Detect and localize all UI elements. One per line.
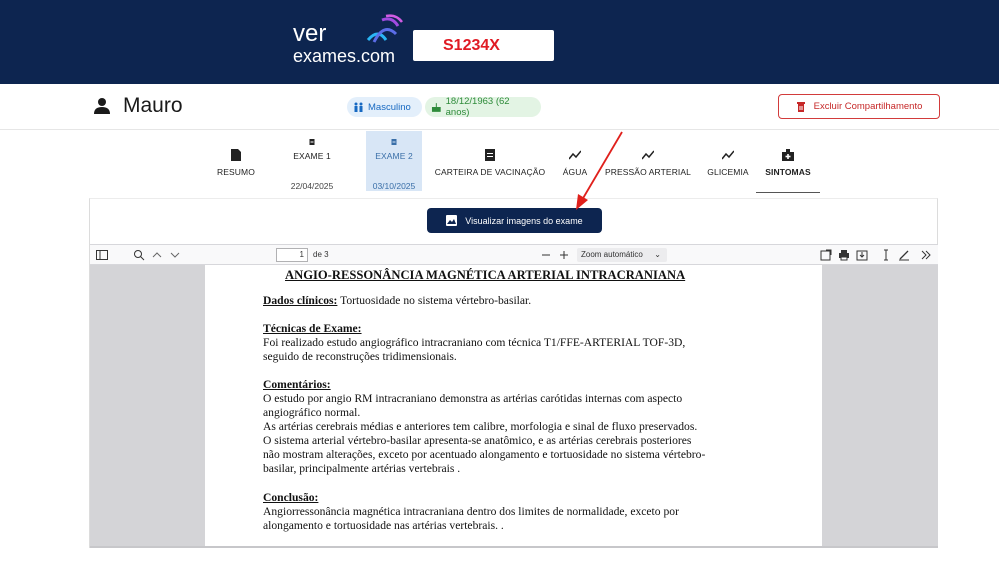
birthdate-badge [425, 97, 541, 117]
comments-line-5: não mostram alterações, exceto por acentuado alongamento e tortuosidade no sistema vértebro- [263, 448, 706, 461]
delete-share-button[interactable] [778, 94, 940, 119]
zoom-in-icon[interactable] [558, 249, 570, 261]
document-icon [230, 149, 242, 161]
page-number-input[interactable]: 1 [276, 248, 308, 262]
comments-line-2: angiográfico normal. [263, 406, 361, 419]
birthdate-text: 18/12/1963 (62 anos) [445, 96, 510, 118]
conclusion-label: Conclusão: [263, 491, 319, 504]
conclusion-line-2: alongamento e tortuosidade nas artérias vertebrais. . [263, 519, 504, 532]
tab-agua-label: ÁGUA [562, 167, 588, 177]
trash-icon [796, 101, 806, 112]
gender-icon [353, 102, 364, 113]
tab-exame-1[interactable] [284, 131, 340, 191]
gender-badge [347, 97, 422, 117]
tab-exame-2-label: EXAME 2 [375, 151, 413, 161]
clinical-data [263, 294, 743, 308]
tab-exame-2-date: 03/10/2025 [372, 181, 416, 191]
tab-exame-2[interactable] [366, 131, 422, 191]
chevron-down-icon: ⌄ [654, 250, 661, 259]
comments-line-3: As artérias cerebrais médias e anteriores tem calibre, morfologia e sinal de fluxo preservados. [263, 420, 698, 433]
trend-icon [642, 149, 654, 161]
chevron-down-icon[interactable] [169, 249, 181, 261]
logo-waves-icon [364, 12, 404, 52]
clinical-label: Dados clínicos: [263, 294, 338, 307]
viewer-bottom-edge [90, 546, 938, 548]
techniques-line-2: seguido de reconstruções tridimensionais. [263, 350, 457, 363]
document-title: ANGIO-RESSONÂNCIA MAGNÉTICA ARTERIAL INTRACRANIANA [285, 268, 686, 282]
annotation-arrow [570, 128, 630, 214]
document-icon [388, 139, 400, 145]
search-icon[interactable] [133, 249, 145, 261]
sidebar-toggle-icon[interactable] [96, 249, 108, 261]
comments-line-6: basilar, principalmente artérias vertebrais . [263, 462, 461, 475]
cake-icon [431, 102, 442, 113]
zoom-select-value: Zoom automático [581, 250, 643, 259]
draw-icon[interactable] [898, 249, 910, 261]
image-icon [446, 215, 457, 226]
comments-section [263, 378, 743, 476]
header-divider [0, 129, 999, 130]
document-icon [306, 139, 318, 145]
zoom-out-icon[interactable] [540, 249, 552, 261]
delete-share-label: Excluir Compartilhamento [813, 101, 923, 112]
print-icon[interactable] [838, 249, 850, 261]
gender-text: Masculino [368, 101, 411, 113]
tab-exame-1-label: EXAME 1 [293, 151, 331, 161]
share-code: S1234X [443, 36, 500, 54]
tab-sintomas-label: SINTOMAS [765, 167, 811, 177]
logo-line2: exames.com [293, 46, 396, 66]
tab-exame-1-date: 22/04/2025 [290, 181, 334, 191]
text-cursor-icon[interactable] [880, 249, 892, 261]
tab-glicemia-label: GLICEMIA [707, 167, 749, 177]
tab-pressao-label: PRESSÃO ARTERIAL [604, 167, 691, 177]
conclusion-section [263, 491, 743, 533]
patient-name: Mauro [123, 94, 183, 117]
chevron-up-icon[interactable] [151, 249, 163, 261]
user-icon [93, 97, 111, 115]
more-tools-icon[interactable] [920, 249, 932, 261]
tab-carteira-label: CARTEIRA DE VACINAÇÃO [434, 167, 546, 177]
tab-sintomas[interactable] [756, 131, 820, 193]
open-file-icon[interactable] [820, 249, 832, 261]
tab-carteira-vacinacao[interactable] [434, 131, 546, 191]
techniques-section [263, 322, 743, 364]
page-count: de 3 [313, 250, 329, 259]
techniques-label: Técnicas de Exame: [263, 322, 362, 335]
techniques-line-1: Foi realizado estudo angiográfico intracraniano com técnica T1/FFE-ARTERIAL TOF-3D, [263, 336, 686, 349]
trend-icon [722, 149, 734, 161]
tab-glicemia[interactable] [704, 131, 752, 191]
medical-kit-icon [782, 149, 794, 161]
pdf-toolbar [90, 244, 938, 265]
clinical-text: Tortuosidade no sistema vértebro-basilar. [337, 294, 532, 307]
view-images-label: Visualizar imagens do exame [465, 215, 583, 226]
comments-line-4: O sistema arterial vértebro-basilar apresenta-se anatômico, e as artérias cerebrais posteriores [263, 434, 692, 447]
conclusion-line-1: Angiorressonância magnética intracraniana dentro dos limites de normalidade, exceto por [263, 505, 679, 518]
top-banner [0, 0, 999, 84]
tab-resumo-label: RESUMO [217, 167, 255, 177]
share-code-box [413, 30, 554, 61]
save-icon[interactable] [856, 249, 868, 261]
logo-line1: ver [293, 20, 327, 47]
document-icon [484, 149, 496, 161]
tab-resumo[interactable] [212, 131, 260, 191]
comments-line-1: O estudo por angio RM intracraniano demonstra as artérias carótidas internas com aspecto [263, 392, 683, 405]
zoom-select[interactable] [577, 248, 667, 262]
comments-label: Comentários: [263, 378, 331, 391]
